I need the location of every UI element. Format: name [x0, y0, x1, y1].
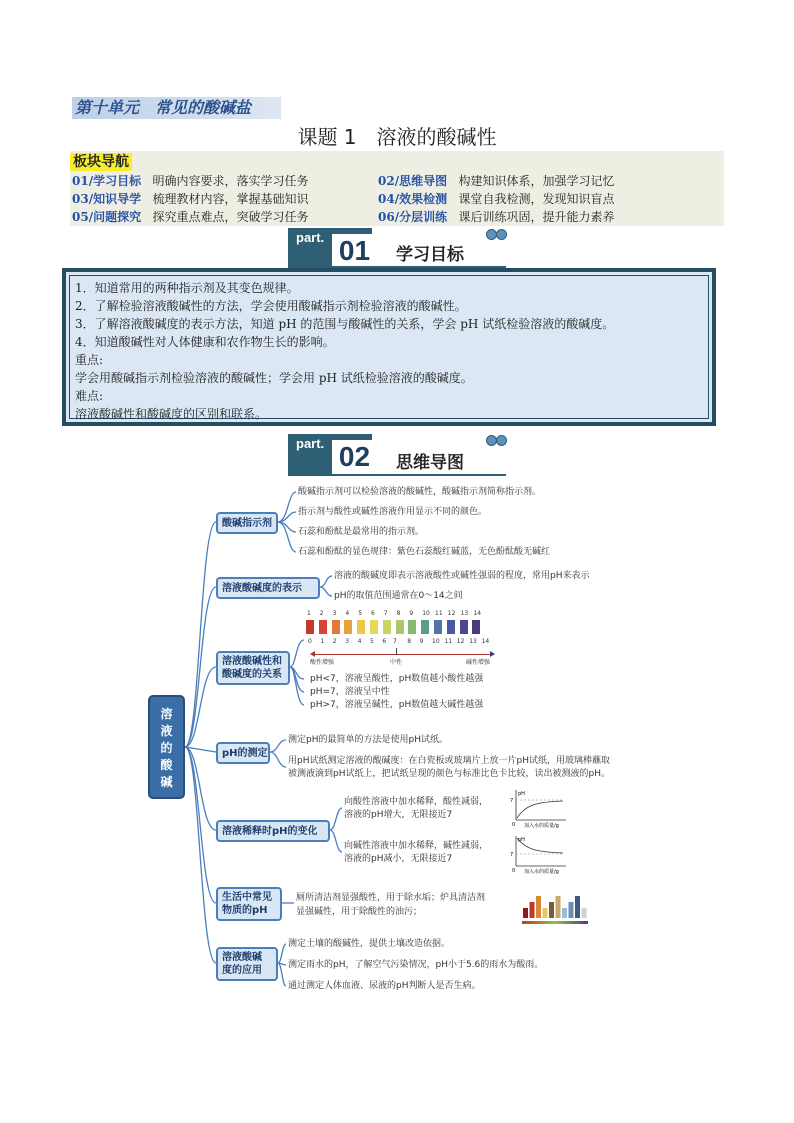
leaf-text: 通过测定人体血液、尿液的pH判断人是否生病。	[288, 981, 481, 991]
part1-label: 学习目标	[396, 245, 464, 265]
branch-ph-expression: 溶液酸碱度的表示	[216, 577, 320, 599]
unit-title: 第十单元 常见的酸碱盐	[72, 97, 281, 119]
leaf-text: pH=7，溶液呈中性	[310, 687, 390, 697]
ph-number-label: 8	[396, 610, 401, 617]
graph1-origin: 0	[512, 822, 516, 828]
nav-heading: 板块导航	[70, 153, 132, 171]
ph-color-swatch	[408, 620, 416, 634]
ph-color-swatch	[383, 620, 391, 634]
nav-desc: 构建知识体系，加强学习记忆	[458, 174, 615, 188]
branch-acidity-relation	[216, 651, 290, 685]
ph-axis-label: 12	[456, 638, 465, 645]
bottle-icon	[562, 908, 567, 918]
leaf-text: 被测液滴到pH试纸上，把试纸呈现的颜色与标准比色卡比较，读出被测液的pH。	[288, 769, 610, 779]
nav-code: 06/分层训练	[378, 210, 448, 224]
leaf-text: 溶液的酸碱度即表示溶液酸性或碱性强弱的程度，常用pH来表示	[334, 571, 590, 581]
graph1-tick: 7	[510, 798, 514, 804]
nav-code: 01/学习目标	[72, 174, 142, 188]
ph-color-swatch	[460, 620, 468, 634]
ph-color-swatch	[370, 620, 378, 634]
part2-label: 思维导图	[396, 453, 464, 473]
objective-line: 2．了解检验溶液酸碱性的方法，学会使用酸碱指示剂检验溶液的酸碱性。	[75, 299, 467, 313]
nav-code: 02/思维导图	[378, 174, 448, 188]
branch-indicator: 酸碱指示剂	[216, 512, 278, 534]
part2-number: 02	[332, 440, 377, 474]
objective-line: 4．知道酸碱性对人体健康和农作物生长的影响。	[75, 335, 335, 349]
graph2-origin: 0	[512, 868, 516, 874]
root-char: 酸	[160, 758, 173, 772]
part1-number: 01	[332, 234, 377, 268]
leaf-text: 石蕊和酚酞是最常用的指示剂。	[298, 527, 425, 537]
ph-axis-numbers	[306, 638, 498, 648]
objective-line: 3．了解溶液酸碱度的表示方法，知道 pH 的范围与酸碱性的关系，学会 pH 试纸检验溶液的酸碱度。	[75, 317, 615, 331]
arrow-right-icon	[490, 651, 495, 657]
branch-label-line: 酸碱度的关系	[222, 669, 282, 680]
ph-seven-label: 7	[393, 638, 397, 645]
leaf-text: 石蕊和酚酞的显色规律：紫色石蕊酸红碱蓝，无色酚酞酸无碱红	[298, 547, 551, 557]
ph-color-swatch	[421, 620, 429, 634]
ph-number-label: 14	[473, 610, 482, 617]
ph-base-label: 碱性增强	[466, 659, 491, 666]
ph-color-swatch	[396, 620, 404, 634]
ph-neutral-mark	[396, 648, 397, 655]
key-point-text: 学会用酸碱指示剂检验溶液的酸碱性；学会用 pH 试纸检验溶液的酸碱度。	[75, 371, 473, 385]
ph-neutral-label: 中性	[390, 659, 403, 666]
bottle-icon	[530, 902, 535, 918]
root-char: 碱	[160, 775, 173, 789]
ph-axis-label: 11	[444, 638, 453, 645]
bottle-icon	[543, 908, 548, 918]
root-char: 溶	[160, 707, 173, 721]
leaf-text: pH>7，溶液呈碱性，pH数值越大碱性越强	[310, 700, 484, 710]
leaf-text: 测定土壤的酸碱性，提供土壤改造依据。	[288, 939, 451, 949]
branch-ph-measure: pH的测定	[216, 742, 270, 764]
bottle-icon	[523, 908, 528, 918]
ph-axis-label: 6	[382, 638, 387, 645]
nav-desc: 课堂自我检测，发现知识盲点	[458, 192, 615, 206]
root-char: 液	[160, 724, 173, 738]
ph-number-label: 1	[307, 610, 311, 617]
ph-color-swatch	[357, 620, 365, 634]
nav-code: 05/问题探究	[72, 210, 142, 224]
leaf-text: 测定pH的最简单的方法是使用pH试纸。	[288, 735, 448, 745]
ph-color-swatch	[434, 620, 442, 634]
nav-desc: 明确内容要求，落实学习任务	[152, 174, 309, 188]
difficult-point-heading: 难点:	[75, 389, 104, 403]
bottle-icon	[569, 902, 574, 918]
ph-scale-numbers	[306, 610, 498, 619]
ph-number-label: 7	[383, 610, 388, 617]
ph-axis-label: 10	[432, 638, 440, 645]
lesson-title: 课题 1 溶液的酸碱性	[297, 125, 497, 149]
ph-scale-figure	[306, 610, 498, 668]
nav-code: 04/效果检测	[378, 192, 448, 206]
ph-number-label: 9	[409, 610, 414, 617]
ph-number-label: 13	[460, 610, 469, 617]
leaf-text: 厕所清洁剂显强酸性，用于除水垢；炉具清洁剂	[296, 893, 486, 903]
nav-desc: 课后训练巩固，提升能力素养	[458, 210, 615, 224]
nav-code: 03/知识导学	[72, 192, 142, 206]
leaf-text: 溶液的pH减小，无限接近7	[344, 854, 453, 864]
branch-dilution: 溶液稀释时pH的变化	[216, 820, 330, 842]
graph2-ylabel: pH	[518, 837, 525, 843]
leaf-text: 用pH试纸测定溶液的酸碱度：在白瓷板或玻璃片上放一片pH试纸，用玻璃棒蘸取	[288, 756, 610, 766]
branch-label-line: 生活中常见	[222, 892, 272, 903]
part2-word: part.	[296, 436, 325, 451]
part1-word: part.	[296, 230, 325, 245]
ph-number-label: 6	[371, 610, 375, 617]
graph1-xlabel: 加入水的质量/g	[524, 823, 559, 829]
nav-desc: 探究重点难点，突破学习任务	[152, 210, 309, 224]
household-products-image	[520, 880, 590, 928]
ph-acid-label: 酸性增强	[310, 659, 335, 666]
branch-label-line: 溶液酸碱性和	[222, 656, 282, 667]
branch-label-line: 度的应用	[222, 965, 262, 976]
leaf-text: 酸碱指示剂可以检验溶液的酸碱性，酸碱指示剂简称指示剂。	[298, 487, 542, 497]
ph-axis-label: 0	[308, 638, 312, 645]
ph-number-label: 3	[332, 610, 337, 617]
ph-axis-label: 14	[481, 638, 490, 645]
difficult-point-text: 溶液酸碱性和酸碱度的区别和联系。	[75, 407, 268, 421]
ph-axis-label: 8	[407, 638, 412, 645]
bottle-icon	[536, 896, 541, 918]
ph-axis-label: 4	[357, 638, 362, 645]
graph1-ylabel: pH	[518, 791, 525, 797]
dilution-base-graph	[508, 834, 568, 876]
ph-color-swatch	[344, 620, 352, 634]
ph-number-label: 11	[435, 610, 443, 617]
leaf-text: 测定雨水的pH，了解空气污染情况，pH小于5.6的雨水为酸雨。	[288, 960, 544, 970]
graph2-tick: 7	[510, 852, 514, 858]
ph-number-label: 4	[345, 610, 350, 617]
ph-color-swatch	[332, 620, 340, 634]
leaf-text: pH的取值范围通常在0～14之间	[334, 591, 463, 601]
leaf-text: pH<7，溶液呈酸性，pH数值越小酸性越强	[310, 674, 484, 684]
ph-arrow-line	[312, 654, 492, 655]
key-point-heading: 重点:	[75, 353, 104, 367]
ph-axis-label: 2	[332, 638, 337, 645]
ph-number-label: 2	[319, 610, 324, 617]
ph-axis-label: 5	[370, 638, 374, 645]
branch-label-line: 溶液酸碱	[222, 952, 262, 963]
ph-axis-label: 9	[419, 638, 424, 645]
graph2-xlabel: 加入水的质量/g	[524, 869, 559, 875]
branch-daily-ph	[216, 887, 282, 921]
ph-axis-label: 13	[469, 638, 477, 645]
bottle-icon	[556, 896, 561, 918]
ph-color-swatch	[319, 620, 327, 634]
ph-color-swatch	[447, 620, 455, 634]
mindmap-root	[148, 695, 185, 799]
bottle-icon	[549, 902, 554, 918]
root-char: 的	[160, 741, 173, 755]
ph-number-label: 5	[358, 610, 363, 617]
ph-number-label: 10	[422, 610, 430, 617]
nav-desc: 梳理教材内容，掌握基础知识	[152, 192, 309, 206]
ph-axis-label: 1	[320, 638, 325, 645]
branch-application	[216, 947, 278, 981]
leaf-text: 向酸性溶液中加水稀释，酸性减弱，	[344, 797, 489, 807]
leaf-text: 向碱性溶液中加水稀释，碱性减弱，	[344, 841, 489, 851]
bottle-icon	[582, 908, 587, 918]
ph-color-swatch	[472, 620, 480, 634]
objective-line: 1．知道常用的两种指示剂及其变色规律。	[75, 281, 299, 295]
dilution-acid-graph	[508, 788, 568, 830]
branch-label-line: 物质的pH	[222, 905, 268, 916]
bottle-icon	[575, 896, 580, 918]
leaf-text: 指示剂与酸性或碱性溶液作用显示不同的颜色。	[298, 507, 488, 517]
ph-number-label: 12	[447, 610, 456, 617]
ph-axis-label: 3	[345, 638, 350, 645]
leaf-text: 溶液的pH增大，无限接近7	[344, 810, 453, 820]
ph-color-swatches	[306, 620, 498, 634]
ph-color-swatch	[306, 620, 314, 634]
leaf-text: 显强碱性，用于除酸性的油污；	[296, 907, 423, 917]
